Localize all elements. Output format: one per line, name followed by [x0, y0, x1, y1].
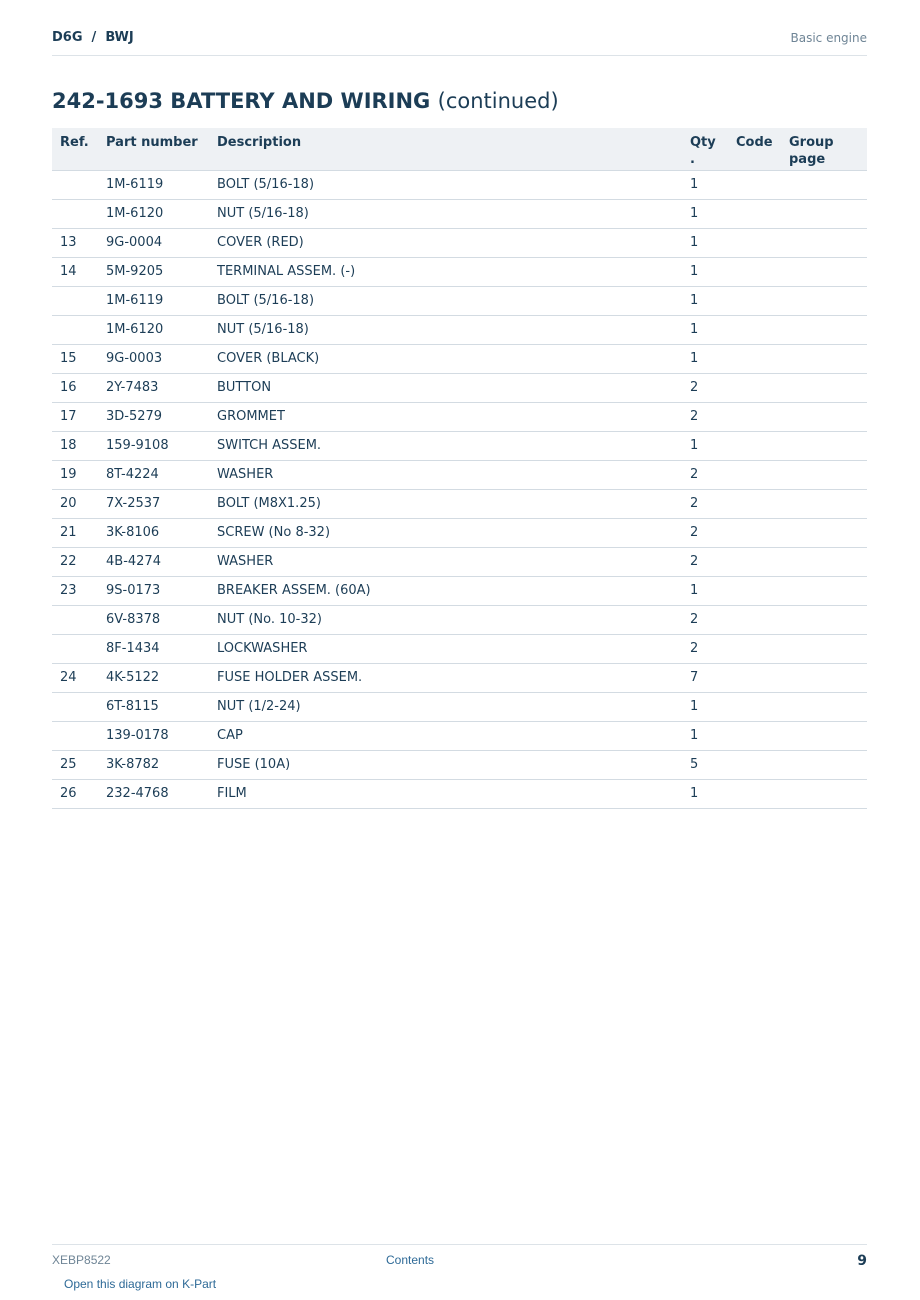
table-row — [52, 692, 867, 721]
ref-cell: 24 — [52, 663, 98, 692]
part-number-cell: 1M-6119 — [98, 286, 209, 315]
code-cell — [728, 170, 781, 199]
code-cell — [728, 692, 781, 721]
parts-table-body — [52, 170, 867, 808]
code-cell — [728, 286, 781, 315]
description-cell: FILM — [209, 779, 682, 808]
parts-table-header — [52, 128, 867, 170]
qty-cell: 2 — [682, 402, 728, 431]
table-row — [52, 315, 867, 344]
description-cell: NUT (5/16-18) — [209, 315, 682, 344]
part-number-cell: 9S-0173 — [98, 576, 209, 605]
part-number-cell: 139-0178 — [98, 721, 209, 750]
part-number-cell: 5M-9205 — [98, 257, 209, 286]
part-number-cell: 1M-6119 — [98, 170, 209, 199]
description-cell: SCREW (No 8-32) — [209, 518, 682, 547]
description-cell: FUSE HOLDER ASSEM. — [209, 663, 682, 692]
group-page-cell — [781, 489, 867, 518]
description-cell: GROMMET — [209, 402, 682, 431]
table-row — [52, 402, 867, 431]
ref-cell: 21 — [52, 518, 98, 547]
code-cell — [728, 547, 781, 576]
description-cell: SWITCH ASSEM. — [209, 431, 682, 460]
description-cell: BOLT (5/16-18) — [209, 170, 682, 199]
qty-cell: 2 — [682, 373, 728, 402]
table-row — [52, 373, 867, 402]
part-number-cell: 8T-4224 — [98, 460, 209, 489]
ref-cell: 14 — [52, 257, 98, 286]
group-page-cell — [781, 286, 867, 315]
contents-link[interactable]: Contents — [386, 1253, 435, 1267]
code-cell — [728, 373, 781, 402]
page-header — [52, 28, 867, 56]
part-number-header: Part number — [98, 128, 209, 170]
code-cell — [728, 199, 781, 228]
group-page-cell — [781, 692, 867, 721]
table-row — [52, 721, 867, 750]
code-cell — [728, 634, 781, 663]
code-cell — [728, 605, 781, 634]
description-cell: WASHER — [209, 547, 682, 576]
ref-cell: 26 — [52, 779, 98, 808]
ref-header: Ref. — [52, 128, 98, 170]
qty-cell: 1 — [682, 692, 728, 721]
table-row — [52, 460, 867, 489]
parts-table — [52, 128, 867, 809]
code-cell — [728, 489, 781, 518]
group-page-cell — [781, 170, 867, 199]
ref-cell — [52, 721, 98, 750]
qty-cell: 1 — [682, 257, 728, 286]
ref-cell — [52, 199, 98, 228]
table-row — [52, 779, 867, 808]
code-cell — [728, 344, 781, 373]
document-id: XEBP8522 — [52, 1253, 111, 1267]
code-cell — [728, 721, 781, 750]
table-row — [52, 199, 867, 228]
group-page-cell — [781, 199, 867, 228]
group-page-cell — [781, 634, 867, 663]
description-cell: WASHER — [209, 460, 682, 489]
qty-cell: 1 — [682, 286, 728, 315]
part-number-cell: 1M-6120 — [98, 315, 209, 344]
table-row — [52, 663, 867, 692]
group-page-cell — [781, 547, 867, 576]
part-number-cell: 4B-4274 — [98, 547, 209, 576]
part-number-cell: 4K-5122 — [98, 663, 209, 692]
ref-cell — [52, 605, 98, 634]
group-page-cell — [781, 779, 867, 808]
description-cell: BUTTON — [209, 373, 682, 402]
ref-cell — [52, 692, 98, 721]
qty-cell: 2 — [682, 489, 728, 518]
part-number-cell: 2Y-7483 — [98, 373, 209, 402]
ref-cell: 16 — [52, 373, 98, 402]
table-row — [52, 547, 867, 576]
description-cell: BOLT (5/16-18) — [209, 286, 682, 315]
part-number-cell: 9G-0004 — [98, 228, 209, 257]
group-page-cell — [781, 373, 867, 402]
code-cell — [728, 315, 781, 344]
group-page-header: Group page — [781, 128, 867, 170]
table-row — [52, 344, 867, 373]
qty-cell: 1 — [682, 199, 728, 228]
qty-cell: 5 — [682, 750, 728, 779]
table-row — [52, 518, 867, 547]
qty-cell: 1 — [682, 576, 728, 605]
kpart-link[interactable]: Open this diagram on K-Part — [64, 1277, 217, 1291]
code-cell — [728, 779, 781, 808]
code-cell — [728, 576, 781, 605]
ref-cell: 18 — [52, 431, 98, 460]
code-cell — [728, 663, 781, 692]
part-number-cell: 9G-0003 — [98, 344, 209, 373]
table-row — [52, 228, 867, 257]
header-row — [52, 128, 867, 170]
section-label: Basic engine — [790, 31, 867, 45]
group-page-cell — [781, 721, 867, 750]
description-cell: BOLT (M8X1.25) — [209, 489, 682, 518]
qty-cell: 2 — [682, 547, 728, 576]
description-cell: LOCKWASHER — [209, 634, 682, 663]
description-cell: FUSE (10A) — [209, 750, 682, 779]
description-cell: NUT (No. 10-32) — [209, 605, 682, 634]
group-page-cell — [781, 257, 867, 286]
code-cell — [728, 431, 781, 460]
ref-cell: 13 — [52, 228, 98, 257]
qty-cell: 2 — [682, 518, 728, 547]
ref-cell: 17 — [52, 402, 98, 431]
qty-cell: 2 — [682, 605, 728, 634]
code-cell — [728, 460, 781, 489]
part-number-cell: 159-9108 — [98, 431, 209, 460]
ref-cell: 20 — [52, 489, 98, 518]
group-page-cell — [781, 750, 867, 779]
table-row — [52, 170, 867, 199]
page-title — [52, 89, 559, 113]
qty-cell: 1 — [682, 431, 728, 460]
code-cell — [728, 518, 781, 547]
description-header: Description — [209, 128, 682, 170]
description-cell: NUT (5/16-18) — [209, 199, 682, 228]
table-row — [52, 431, 867, 460]
qty-cell: 1 — [682, 228, 728, 257]
part-number-cell: 8F-1434 — [98, 634, 209, 663]
description-cell: COVER (BLACK) — [209, 344, 682, 373]
part-number-cell: 1M-6120 — [98, 199, 209, 228]
group-page-cell — [781, 518, 867, 547]
qty-header: Qty . — [682, 128, 728, 170]
part-number-cell: 3D-5279 — [98, 402, 209, 431]
ref-cell — [52, 170, 98, 199]
group-page-cell — [781, 663, 867, 692]
part-number-cell: 7X-2537 — [98, 489, 209, 518]
part-number-cell: 6V-8378 — [98, 605, 209, 634]
description-cell: BREAKER ASSEM. (60A) — [209, 576, 682, 605]
description-cell: NUT (1/2-24) — [209, 692, 682, 721]
qty-cell: 1 — [682, 315, 728, 344]
qty-cell: 2 — [682, 460, 728, 489]
description-cell: COVER (RED) — [209, 228, 682, 257]
part-number-cell: 6T-8115 — [98, 692, 209, 721]
group-page-cell — [781, 228, 867, 257]
qty-cell: 1 — [682, 779, 728, 808]
title-suffix: (continued) — [437, 89, 559, 113]
ref-cell — [52, 634, 98, 663]
part-number-cell: 3K-8782 — [98, 750, 209, 779]
table-row — [52, 489, 867, 518]
group-page-cell — [781, 402, 867, 431]
table-row — [52, 750, 867, 779]
page-number: 9 — [857, 1253, 867, 1269]
table-row — [52, 634, 867, 663]
group-page-cell — [781, 605, 867, 634]
group-page-cell — [781, 576, 867, 605]
table-row — [52, 576, 867, 605]
part-number-cell: 3K-8106 — [98, 518, 209, 547]
code-cell — [728, 257, 781, 286]
group-page-cell — [781, 431, 867, 460]
code-cell — [728, 750, 781, 779]
table-row — [52, 257, 867, 286]
code-cell — [728, 402, 781, 431]
ref-cell — [52, 315, 98, 344]
page-footer — [52, 1244, 867, 1275]
qty-cell: 7 — [682, 663, 728, 692]
code-header: Code — [728, 128, 781, 170]
ref-cell: 22 — [52, 547, 98, 576]
qty-cell: 2 — [682, 634, 728, 663]
qty-cell: 1 — [682, 344, 728, 373]
ref-cell: 19 — [52, 460, 98, 489]
description-cell: TERMINAL ASSEM. (-) — [209, 257, 682, 286]
ref-cell: 23 — [52, 576, 98, 605]
ref-cell: 25 — [52, 750, 98, 779]
description-cell: CAP — [209, 721, 682, 750]
qty-cell: 1 — [682, 170, 728, 199]
title-main: 242-1693 BATTERY AND WIRING — [52, 89, 431, 113]
table-row — [52, 605, 867, 634]
ref-cell: 15 — [52, 344, 98, 373]
qty-cell: 1 — [682, 721, 728, 750]
part-number-cell: 232-4768 — [98, 779, 209, 808]
group-page-cell — [781, 460, 867, 489]
group-page-cell — [781, 315, 867, 344]
table-row — [52, 286, 867, 315]
ref-cell — [52, 286, 98, 315]
model-label: D6G / BWJ — [52, 30, 134, 45]
group-page-cell — [781, 344, 867, 373]
code-cell — [728, 228, 781, 257]
